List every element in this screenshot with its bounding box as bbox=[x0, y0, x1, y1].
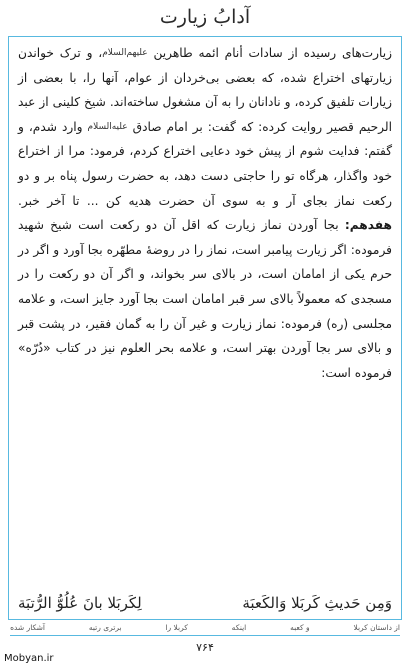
text-run: وارد شدم، و گفتم: فدایت شوم از پیش خود دعایی اختراع کردم، فرمود: مرا از اختراع خود واگذار، هرگاه تو را حاجتی دست دهد، به حضرت رسول پناه بر و دو رکعت نماز بجای آر و به سوی آن حضرت هدیه کن ... تا آخر خبر. bbox=[18, 119, 392, 208]
footer-item: از داستان کربلا bbox=[353, 623, 400, 632]
main-text bbox=[18, 41, 392, 385]
honorific-symbol: علیه‌السلام bbox=[87, 121, 128, 132]
section-heading: هفدهم: bbox=[344, 218, 392, 233]
paragraph bbox=[18, 41, 392, 385]
poem-hemistich-right: وَمِن حَدیثِ کَربَلا وَالکَعبَة bbox=[242, 594, 392, 612]
footer-item: آشکار شده bbox=[10, 623, 46, 632]
footer-item: و کعبه bbox=[290, 623, 310, 632]
honorific-symbol: علیهم‌السلام bbox=[102, 48, 148, 58]
page-header-title: آدابُ ‌زیارت bbox=[159, 6, 251, 28]
text-run: زیارت‌های رسیده از سادات أنام ائمه طاهرین bbox=[147, 46, 393, 60]
footer-divider-top bbox=[10, 619, 400, 620]
footer-item: کربلا را bbox=[165, 623, 188, 632]
footer-item: برتری رتبه bbox=[88, 623, 122, 632]
poem-verse bbox=[18, 590, 392, 616]
text-run: بجا آوردن نماز زیارت که اقل آن دو رکعت است شیخ شهید فرموده: اگر زیارت پیامبر است، نماز را در روضهٔ مطهّره بجا آورد و اگر در حرم یکی از امامان است، در بالای سر بخواند، و اگر آن دو رکعت را در مسجدی که معمولاً بالای سر قبر امامان است بجا آورد جایز است، و علامه مجلسی (ره) فرموده: نماز زیارت و غیر آن را به گمان فقیر، در پشت قبر و بالای سر بجا آوردن بهتر است، و علامه بحر العلوم نیز در کتاب «دُرّه» فرموده است: bbox=[18, 218, 392, 380]
poem-hemistich-left: لِکَربَلا بانَ عُلُوُّ الرُّتبَة bbox=[18, 594, 142, 612]
footer-item: اینکه bbox=[231, 623, 247, 632]
page-number: ۷۶۴ bbox=[196, 641, 214, 654]
site-watermark: Mobyan.ir bbox=[4, 653, 54, 664]
footer-divider-bottom bbox=[10, 635, 400, 636]
text-run: ، و ترک خواندن زیارتهای اختراع شده، که بعضی بی‌خردان از عوام، آنها را، با بعضی از زیارات تلفیق کرده، و نادانان را به آن مشغول ساخته‌اند. شیخ کلینی از عبد الرحیم قصیر روایت کرده: که گفت: بر امام صادق bbox=[18, 46, 392, 134]
translation-footer bbox=[10, 621, 400, 634]
